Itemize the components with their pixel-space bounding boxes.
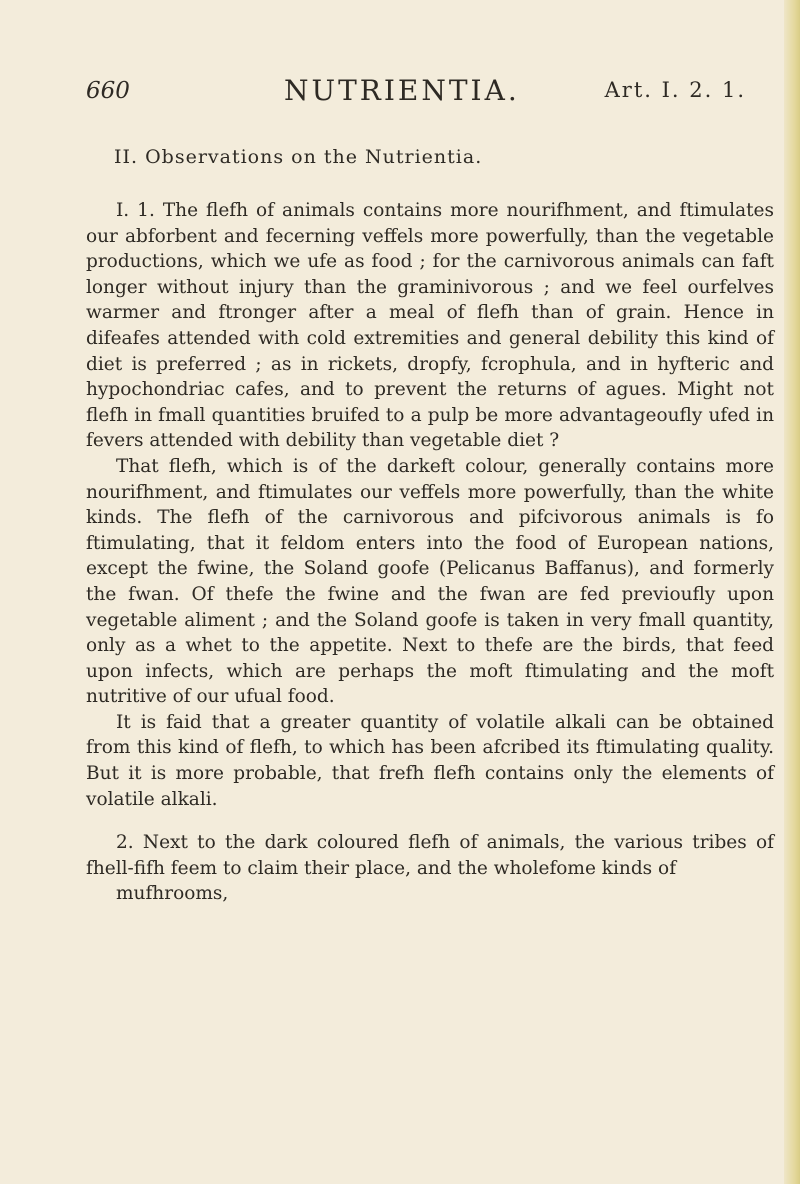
page-edge [784, 0, 800, 1184]
catchword: mufhrooms, [116, 883, 229, 905]
paragraph-3: It is faid that a greater quantity of volatile alkali can be obtained from this kind of flefh, to which has been afcribed its ftimulating quality. But it is more probable, that frefh flefh contains only the elements of volatile alkali. [86, 711, 774, 810]
paragraph-1: I. 1. The flefh of animals contains more nourifhment, and ftimulates our abforbent and fecerning veffels more powerfully, than the vegetable productions, which we ufe as food ; for the carnivorous animals can faft longer without injury than the graminivorous ; and we feel ourfelves warmer and ftronger after a meal of flefh than of grain. Hence in difeafes attended with cold extremities and general debility this kind of diet is preferred ; as in rickets, dropfy, fcrophula, and in hyfteric and hypochondriac cafes, and to prevent the returns of agues. Might not flefh in fmall quantities bruifed to a pulp be more advantageoufly ufed in fevers attended with debility than vegetable diet ? [86, 200, 774, 452]
running-title: NUTRIENTIA. [284, 74, 520, 107]
section-title: II. Observations on the Nutrientia. [114, 146, 483, 168]
page-number: 660 [86, 78, 130, 104]
article-reference: Art. I. 2. 1. [604, 78, 746, 102]
body-text [86, 198, 774, 907]
page-header [86, 74, 746, 114]
paragraph-4: 2. Next to the dark coloured flefh of animals, the various tribes of fhell-fifh feem to claim their place, and the wholefome kinds of [86, 832, 774, 879]
paragraph-2: That flefh, which is of the darkeft colour, generally contains more nourifhment, and ftimulates our veffels more powerfully, than the white kinds. The flefh of the carnivorous and pifcivorous animals is fo ftimulating, that it feldom enters into the food of European nations, except the fwine, the Soland goofe (Pelicanus Baffanus), and formerly the fwan. Of thefe the fwine and the fwan are fed previoufly upon vegetable aliment ; and the Soland goofe is taken in very fmall quantity, only as a whet to the appetite. Next to thefe are the birds, that feed upon infects, which are perhaps the moft ftimulating and the moft nutritive of our ufual food. [86, 455, 774, 708]
